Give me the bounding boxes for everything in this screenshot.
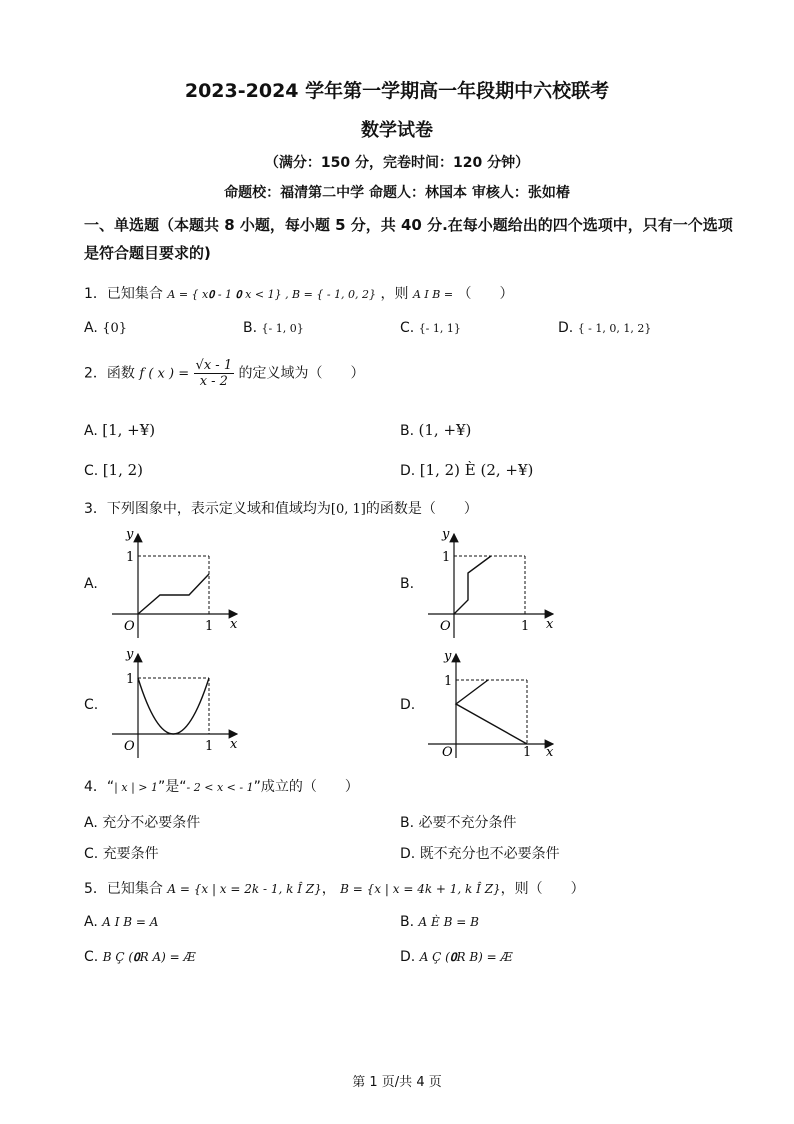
exam-authors: 命题校：福清第二中学 命题人：林国本 审核人：张如椿 xyxy=(224,185,570,201)
q4-option-a[interactable] xyxy=(84,812,200,832)
q3-option-a[interactable]: A. xyxy=(84,576,98,592)
q1-set-def: A = { x𝟎 - 1 𝟎 x < 1} , B = { - 1, 0, 2} xyxy=(167,288,377,301)
option-label: C. xyxy=(84,846,99,862)
option-label: A. xyxy=(84,423,98,439)
option-label: D. xyxy=(400,846,416,862)
q2-option-d[interactable] xyxy=(400,461,533,479)
option-label: A. xyxy=(84,914,98,930)
q4-option-d[interactable] xyxy=(400,843,560,863)
q5-option-d[interactable] xyxy=(400,949,513,965)
y-label: y xyxy=(444,649,452,664)
option-text: (1, +¥) xyxy=(418,421,472,439)
q1-option-b[interactable] xyxy=(243,320,304,336)
q5-option-a[interactable] xyxy=(84,914,158,930)
q2-suffix: 的定义域为（ ） xyxy=(238,365,365,382)
origin-label: O xyxy=(440,619,451,634)
exam-subtitle: 数学试卷 xyxy=(361,120,433,141)
option-text: 充要条件 xyxy=(102,846,159,862)
function-curve xyxy=(138,574,209,614)
x-label: x xyxy=(230,737,238,752)
page-number: 第 1 页/共 4 页 xyxy=(352,1075,442,1090)
exam-title: 2023-2024 学年第一学期高一年段期中六校联考 xyxy=(184,80,610,102)
y-label: y xyxy=(126,528,134,542)
option-text: {- 1, 0} xyxy=(261,322,304,335)
q1-option-a[interactable] xyxy=(84,320,127,336)
q1-intersection: A I B = xyxy=(412,288,454,301)
q1-option-c[interactable] xyxy=(400,320,461,336)
option-label: D. xyxy=(558,320,574,336)
q1-prefix: 1．已知集合 xyxy=(84,286,163,302)
q1-paren: （ ） xyxy=(457,286,514,302)
option-label: D. xyxy=(400,949,416,965)
x-label: x xyxy=(546,745,554,760)
q4-option-c[interactable] xyxy=(84,843,159,863)
option-text: 既不充分也不必要条件 xyxy=(419,846,560,862)
exam-info: （满分：150 分，完卷时间：120 分钟） xyxy=(264,155,530,171)
y-label: y xyxy=(126,648,134,662)
option-label: A. xyxy=(84,815,98,831)
y-one-label: 1 xyxy=(444,674,453,689)
q3-interval: [0, 1] xyxy=(330,502,366,517)
q2-numerator: √x - 1 xyxy=(195,358,233,373)
q2-fraction xyxy=(194,358,235,389)
q5-prefix: 5．已知集合 xyxy=(84,881,163,897)
graph-b xyxy=(428,528,558,640)
y-label: y xyxy=(442,528,450,542)
q3-option-d[interactable]: D. xyxy=(400,697,416,713)
q2-denominator: x - 2 xyxy=(199,374,228,389)
section-heading: 一、单选题（本题共 8 小题，每小题 5 分，共 40 分.在每小题给出的四个选项中，只有一个选项 xyxy=(84,216,733,234)
q5-set-b: B = {x | x = 4k + 1, k Î Z} xyxy=(340,882,501,896)
graph-d xyxy=(428,648,558,760)
graph-c xyxy=(112,648,242,760)
question-1-stem xyxy=(84,283,514,303)
q4-mid: ”是“ xyxy=(158,779,187,795)
option-text: [1, +¥) xyxy=(102,421,156,439)
y-one-label: 1 xyxy=(126,550,135,565)
option-label: C. xyxy=(400,320,415,336)
q2-option-c[interactable] xyxy=(84,461,143,479)
x-label: x xyxy=(546,617,554,632)
q5-option-b[interactable] xyxy=(400,914,479,930)
q2-option-a[interactable] xyxy=(84,421,155,439)
q3-option-b[interactable]: B. xyxy=(400,576,415,592)
option-label: C. xyxy=(84,949,99,965)
y-one-label: 1 xyxy=(442,550,451,565)
option-label: B. xyxy=(400,914,415,930)
origin-label: O xyxy=(124,619,135,634)
q4-option-b[interactable] xyxy=(400,812,517,832)
option-text: 必要不充分条件 xyxy=(418,815,517,831)
q4-open: 4．“ xyxy=(84,779,115,795)
option-label: B. xyxy=(400,815,415,831)
section-heading-cont: 是符合题目要求的) xyxy=(84,244,211,262)
q3-prefix: 3．下列图象中，表示定义域和值域均为 xyxy=(84,501,331,517)
origin-label: O xyxy=(442,745,453,760)
x-one-label: 1 xyxy=(205,739,214,754)
option-label: A. xyxy=(84,320,98,336)
option-text: { - 1, 0, 1, 2} xyxy=(577,322,652,335)
q5-suffix: ，则（ ） xyxy=(500,881,585,897)
x-one-label: 1 xyxy=(521,619,530,634)
question-3-stem xyxy=(84,498,478,518)
q1-option-d[interactable] xyxy=(558,320,651,336)
q5-option-c[interactable] xyxy=(84,949,196,965)
q5-mid: ， xyxy=(321,881,336,897)
graph-a xyxy=(112,528,242,640)
option-text: {0} xyxy=(102,321,128,336)
option-label: C. xyxy=(84,463,99,479)
x-one-label: 1 xyxy=(205,619,214,634)
origin-label: O xyxy=(124,739,135,754)
q5-set-a: A = {x | x = 2k - 1, k Î Z} xyxy=(167,882,322,896)
question-5-stem xyxy=(84,878,585,898)
q3-suffix: 的函数是（ ） xyxy=(365,501,478,517)
option-text: [1, 2) È (2, +¥) xyxy=(419,461,534,479)
q2-prefix: 2．函数 xyxy=(84,365,135,382)
y-one-label: 1 xyxy=(126,672,135,687)
question-4-stem xyxy=(84,776,359,796)
q4-cond2: - 2 < x < - 1 xyxy=(186,781,254,794)
function-curve xyxy=(454,556,491,614)
q3-option-c[interactable]: C. xyxy=(84,697,99,713)
function-curve xyxy=(138,678,209,734)
x-label: x xyxy=(230,617,238,632)
option-text: B Ç (𝟎R A) = Æ xyxy=(102,950,196,964)
option-label: B. xyxy=(400,423,415,439)
option-text: A I B = A xyxy=(102,915,159,929)
x-one-label: 1 xyxy=(523,745,532,760)
q1-mid: ，则 xyxy=(380,286,409,302)
option-text: 充分不必要条件 xyxy=(102,815,201,831)
q4-suffix: ”成立的（ ） xyxy=(253,779,359,795)
question-2-stem xyxy=(84,358,365,389)
option-label: D. xyxy=(400,463,416,479)
option-text: A È B = B xyxy=(418,915,479,929)
option-text: {- 1, 1} xyxy=(418,322,461,335)
option-text: [1, 2) xyxy=(102,461,144,479)
option-label: B. xyxy=(243,320,258,336)
q2-function: f ( x ) = xyxy=(139,366,190,382)
q2-option-b[interactable] xyxy=(400,421,471,439)
option-text: A Ç (𝟎R B) = Æ xyxy=(419,950,513,964)
q4-cond1: | x | > 1 xyxy=(114,781,158,794)
function-curve xyxy=(456,680,527,744)
